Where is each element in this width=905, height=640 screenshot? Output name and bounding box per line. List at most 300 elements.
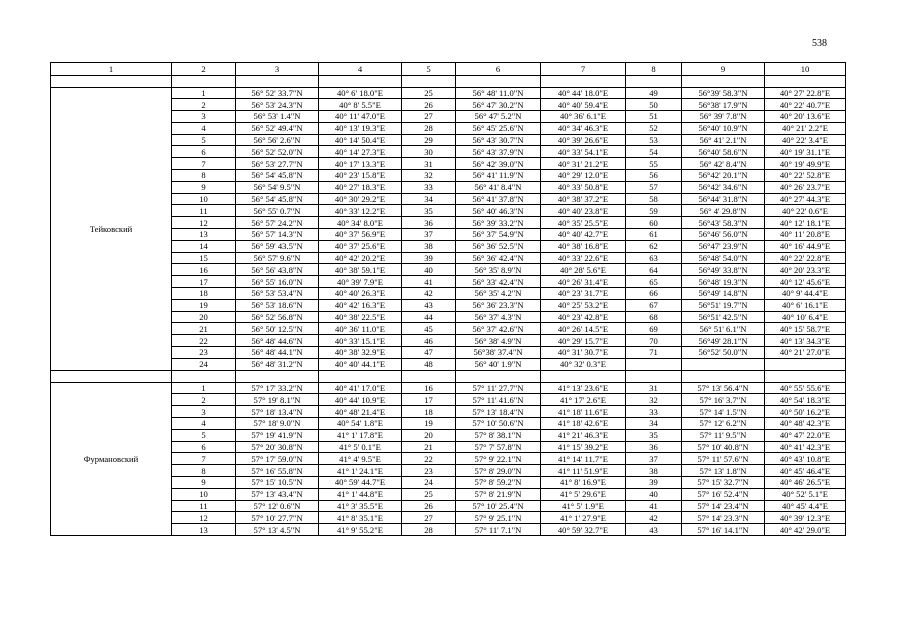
- coordinate-cell: 40° 12' 18.1"E: [765, 217, 846, 229]
- coordinate-cell: 40° 46' 26.5"E: [765, 477, 846, 489]
- coordinate-cell: 11: [172, 205, 236, 217]
- coordinate-cell: 19: [402, 418, 456, 430]
- coordinate-cell: 40° 55' 55.6"E: [765, 382, 846, 394]
- coordinate-cell: 57° 13' 43.4"N: [236, 488, 319, 500]
- coordinate-cell: 40° 22' 40.7"E: [765, 99, 846, 111]
- coordinate-cell: 56° 54' 45.8"N: [236, 193, 319, 205]
- coordinate-cell: 40° 30' 29.2"E: [319, 193, 402, 205]
- coordinate-cell: 34: [626, 418, 682, 430]
- coordinate-cell: 40° 21' 27.0"E: [765, 347, 846, 359]
- column-header: 4: [319, 63, 402, 76]
- coordinate-cell: 40° 48' 42.3"E: [765, 418, 846, 430]
- empty-cell: [682, 75, 765, 87]
- coordinate-cell: 56°47' 23.9"N: [682, 240, 765, 252]
- coordinate-cell: 41° 5' 0.1"E: [319, 441, 402, 453]
- coordinate-cell: 40° 42' 29.0"E: [765, 524, 846, 536]
- coordinate-cell: 40° 50' 16.2"E: [765, 406, 846, 418]
- coordinate-cell: 40° 44' 10.9"E: [319, 394, 402, 406]
- coordinate-cell: 57° 17' 59.0"N: [236, 453, 319, 465]
- table-row: [51, 87, 846, 99]
- coordinate-cell: 40° 14' 27.3"E: [319, 146, 402, 158]
- coordinate-cell: 40° 59' 44.7"E: [319, 477, 402, 489]
- coordinate-cell: 7: [172, 158, 236, 170]
- coordinate-cell: 2: [172, 394, 236, 406]
- coordinate-cell: 17: [172, 276, 236, 288]
- coordinate-cell: 32: [402, 170, 456, 182]
- coordinate-cell: 56° 36' 52.5"N: [456, 240, 541, 252]
- coordinate-cell: 40° 12' 45.6"E: [765, 276, 846, 288]
- coordinate-cell: 1: [172, 87, 236, 99]
- coordinate-cell: 23: [402, 465, 456, 477]
- coordinate-cell: 41° 1' 17.8"E: [319, 429, 402, 441]
- coordinate-cell: 50: [626, 99, 682, 111]
- coordinate-cell: 40° 31' 30.7"E: [541, 347, 626, 359]
- coordinate-cell: 19: [172, 299, 236, 311]
- coordinates-table: [50, 62, 846, 536]
- coordinate-cell: 40° 14' 50.4"E: [319, 134, 402, 146]
- coordinate-cell: 56° 4' 29.8"N: [682, 205, 765, 217]
- coordinate-cell: 41° 18' 11.6"E: [541, 406, 626, 418]
- coordinate-cell: 56°38' 17.9"N: [682, 99, 765, 111]
- district-name: Фурмановский: [51, 382, 172, 535]
- coordinate-cell: 71: [626, 347, 682, 359]
- coordinate-cell: 10: [172, 488, 236, 500]
- coordinate-cell: 41° 18' 42.6"E: [541, 418, 626, 430]
- coordinate-cell: 40° 54' 1.8"E: [319, 418, 402, 430]
- coordinate-cell: 57° 11' 9.5"N: [682, 429, 765, 441]
- coordinate-cell: 40° 29' 12.0"E: [541, 170, 626, 182]
- coordinate-cell: 62: [626, 240, 682, 252]
- coordinate-cell: 41° 8' 35.1"E: [319, 512, 402, 524]
- coordinate-cell: 40° 6' 18.0"E: [319, 87, 402, 99]
- coordinate-cell: 8: [172, 170, 236, 182]
- column-header: 5: [402, 63, 456, 76]
- coordinate-cell: 67: [626, 299, 682, 311]
- coordinate-cell: 17: [402, 394, 456, 406]
- coordinate-cell: 12: [172, 217, 236, 229]
- coordinate-cell: 40° 32' 0.3"E: [541, 358, 626, 370]
- coordinate-cell: 36: [626, 441, 682, 453]
- coordinate-cell: 56°52' 50.0"N: [682, 347, 765, 359]
- column-header-row: [51, 63, 846, 76]
- coordinate-cell: 57° 14' 23.4"N: [682, 500, 765, 512]
- coordinate-cell: 30: [402, 146, 456, 158]
- coordinate-cell: 36: [402, 217, 456, 229]
- coordinate-cell: 39: [402, 252, 456, 264]
- coordinate-cell: 40° 59' 32.7"E: [541, 524, 626, 536]
- coordinate-cell: 56° 37' 42.6"N: [456, 323, 541, 335]
- coordinate-cell: 56°46' 56.0"N: [682, 229, 765, 241]
- coordinate-cell: 40° 33' 15.1"E: [319, 335, 402, 347]
- coordinate-cell: 56° 37' 4.3"N: [456, 311, 541, 323]
- coordinate-cell: 47: [402, 347, 456, 359]
- coordinate-cell: 40° 38' 16.8"E: [541, 240, 626, 252]
- coordinate-cell: 56°44' 31.8"N: [682, 193, 765, 205]
- coordinate-cell: 40° 26' 31.4"E: [541, 276, 626, 288]
- empty-cell: [236, 370, 319, 382]
- coordinate-cell: 40° 34' 8.0"E: [319, 217, 402, 229]
- coordinate-cell: 11: [172, 500, 236, 512]
- coordinate-cell: 40° 35' 25.5"E: [541, 217, 626, 229]
- coordinate-cell: 37: [402, 229, 456, 241]
- coordinate-cell: 57° 8' 29.0"N: [456, 465, 541, 477]
- coordinate-cell: 56° 43' 30.7"N: [456, 134, 541, 146]
- coordinate-cell: 49: [626, 87, 682, 99]
- coordinate-cell: 40° 36' 6.1"E: [541, 111, 626, 123]
- coordinate-cell: 2: [172, 99, 236, 111]
- coordinate-cell: 40° 22' 3.4"E: [765, 134, 846, 146]
- coordinate-cell: 56° 41' 11.9"N: [456, 170, 541, 182]
- coordinate-cell: 56° 39' 7.8"N: [682, 111, 765, 123]
- empty-cell: [682, 370, 765, 382]
- coordinate-cell: 40° 9' 44.4"E: [765, 288, 846, 300]
- coordinate-cell: 57° 8' 59.2"N: [456, 477, 541, 489]
- coordinate-cell: 22: [172, 335, 236, 347]
- column-header: 6: [456, 63, 541, 76]
- coordinate-cell: [626, 358, 682, 370]
- coordinate-cell: 28: [402, 122, 456, 134]
- empty-cell: [765, 370, 846, 382]
- coordinate-cell: 57° 11' 27.7"N: [456, 382, 541, 394]
- coordinate-cell: 57° 13' 4.5"N: [236, 524, 319, 536]
- coordinate-cell: 56° 52' 56.8"N: [236, 311, 319, 323]
- coordinate-cell: 40° 41' 42.3"E: [765, 441, 846, 453]
- coordinate-cell: 40° 33' 22.6"E: [541, 252, 626, 264]
- coordinate-cell: 24: [402, 477, 456, 489]
- coordinate-cell: 40° 28' 5.6"E: [541, 264, 626, 276]
- coordinate-cell: 40° 27' 18.3"E: [319, 181, 402, 193]
- empty-cell: [402, 370, 456, 382]
- coordinate-cell: 56° 56' 43.8"N: [236, 264, 319, 276]
- coordinate-cell: 40° 23' 15.8"E: [319, 170, 402, 182]
- coordinate-cell: 56° 52' 49.4"N: [236, 122, 319, 134]
- empty-cell: [51, 75, 172, 87]
- coordinate-cell: 43: [402, 299, 456, 311]
- coordinate-cell: 56° 41' 37.8"N: [456, 193, 541, 205]
- coordinate-cell: 56° 47' 5.2"N: [456, 111, 541, 123]
- coordinate-cell: 57° 19' 8.1"N: [236, 394, 319, 406]
- coordinate-cell: 9: [172, 181, 236, 193]
- coordinate-cell: 27: [402, 111, 456, 123]
- coordinate-cell: 57° 17' 33.2"N: [236, 382, 319, 394]
- coordinate-cell: 56° 36' 23.3"N: [456, 299, 541, 311]
- coordinate-cell: 40° 39' 12.3"E: [765, 512, 846, 524]
- coordinate-cell: 40° 33' 50.8"E: [541, 181, 626, 193]
- coordinate-cell: 25: [402, 87, 456, 99]
- coordinate-cell: 57° 10' 40.8"N: [682, 441, 765, 453]
- coordinate-cell: 16: [402, 382, 456, 394]
- coordinate-cell: 56°49' 28.1"N: [682, 335, 765, 347]
- coordinate-cell: 40° 40' 59.4"E: [541, 99, 626, 111]
- coordinate-cell: 40° 27' 44.3"E: [765, 193, 846, 205]
- coordinate-cell: 40° 26' 23.7"E: [765, 181, 846, 193]
- coordinate-cell: 38: [626, 465, 682, 477]
- coordinate-cell: 57° 16' 55.8"N: [236, 465, 319, 477]
- empty-cell: [319, 75, 402, 87]
- empty-cell: [319, 370, 402, 382]
- coordinate-cell: 56° 57' 14.3"N: [236, 229, 319, 241]
- coordinate-cell: 26: [402, 500, 456, 512]
- coordinate-cell: 41° 4' 9.5"E: [319, 453, 402, 465]
- coordinate-cell: 57° 12' 6.2"N: [682, 418, 765, 430]
- empty-cell: [456, 75, 541, 87]
- coordinate-cell: 20: [402, 429, 456, 441]
- coordinate-cell: 40° 38' 37.2"E: [541, 193, 626, 205]
- coordinate-cell: 57° 8' 38.1"N: [456, 429, 541, 441]
- coordinate-cell: 40° 17' 13.3"E: [319, 158, 402, 170]
- coordinate-cell: 45: [402, 323, 456, 335]
- coordinate-cell: 56° 42' 8.4"N: [682, 158, 765, 170]
- coordinate-cell: 4: [172, 418, 236, 430]
- coordinate-cell: 57° 18' 13.4"N: [236, 406, 319, 418]
- coordinate-cell: 41: [626, 500, 682, 512]
- coordinate-cell: 57: [626, 181, 682, 193]
- coordinate-cell: 6: [172, 441, 236, 453]
- coordinate-cell: 46: [402, 335, 456, 347]
- coordinate-cell: 31: [626, 382, 682, 394]
- coordinate-cell: 57° 10' 27.7"N: [236, 512, 319, 524]
- coordinate-cell: 29: [402, 134, 456, 146]
- coordinate-cell: 57° 14' 1.5"N: [682, 406, 765, 418]
- coordinate-cell: 22: [402, 453, 456, 465]
- coordinate-cell: 40° 38' 59.1"E: [319, 264, 402, 276]
- coordinate-cell: 53: [626, 134, 682, 146]
- column-header: 3: [236, 63, 319, 76]
- coordinate-cell: 40° 26' 14.5"E: [541, 323, 626, 335]
- coordinate-cell: 40° 16' 44.9"E: [765, 240, 846, 252]
- coordinate-cell: 40: [626, 488, 682, 500]
- coordinate-cell: 40° 25' 53.2"E: [541, 299, 626, 311]
- coordinate-cell: 57° 13' 18.4"N: [456, 406, 541, 418]
- coordinate-cell: 40° 23' 31.7"E: [541, 288, 626, 300]
- coordinate-cell: 5: [172, 134, 236, 146]
- spacer-row: [51, 75, 846, 87]
- coordinate-cell: 40° 40' 44.1"E: [319, 358, 402, 370]
- coordinate-cell: 28: [402, 524, 456, 536]
- empty-cell: [541, 75, 626, 87]
- coordinate-cell: 40° 48' 21.4"E: [319, 406, 402, 418]
- coordinate-cell: 57° 12' 0.6"N: [236, 500, 319, 512]
- coordinate-cell: 56° 38' 4.9"N: [456, 335, 541, 347]
- coordinate-cell: 40° 36' 11.0"E: [319, 323, 402, 335]
- coordinate-cell: 35: [402, 205, 456, 217]
- column-header: 8: [626, 63, 682, 76]
- coordinate-cell: 56°42' 20.1"N: [682, 170, 765, 182]
- empty-cell: [172, 370, 236, 382]
- column-header: 1: [51, 63, 172, 76]
- coordinate-cell: 40° 38' 22.5"E: [319, 311, 402, 323]
- coordinate-cell: 68: [626, 311, 682, 323]
- coordinate-cell: 56°48' 54.0"N: [682, 252, 765, 264]
- coordinate-cell: 56° 35' 4.2"N: [456, 288, 541, 300]
- empty-cell: [172, 75, 236, 87]
- coordinate-cell: 56° 39' 33.2"N: [456, 217, 541, 229]
- coordinate-cell: 69: [626, 323, 682, 335]
- coordinate-cell: 56°48' 19.3"N: [682, 276, 765, 288]
- coordinate-cell: 24: [172, 358, 236, 370]
- coordinate-cell: 13: [172, 524, 236, 536]
- coordinate-cell: 56°40' 10.9"N: [682, 122, 765, 134]
- coordinate-cell: 40° 22' 22.8"E: [765, 252, 846, 264]
- coordinate-cell: 56° 33' 42.4"N: [456, 276, 541, 288]
- coordinate-cell: 41° 1' 27.9"E: [541, 512, 626, 524]
- coordinate-cell: 57° 20' 30.8"N: [236, 441, 319, 453]
- page-number: 538: [812, 38, 827, 49]
- coordinate-cell: 40° 22' 0.6"E: [765, 205, 846, 217]
- coordinate-cell: 40° 13' 34.3"E: [765, 335, 846, 347]
- coordinate-cell: 56° 59' 43.5"N: [236, 240, 319, 252]
- coordinate-cell: 26: [402, 99, 456, 111]
- coordinate-cell: 40° 54' 18.3"E: [765, 394, 846, 406]
- coordinate-cell: 14: [172, 240, 236, 252]
- coordinate-cell: 40° 47' 22.0"E: [765, 429, 846, 441]
- empty-cell: [456, 370, 541, 382]
- coordinate-cell: 13: [172, 229, 236, 241]
- coordinate-cell: 56° 52' 52.0"N: [236, 146, 319, 158]
- coordinate-cell: 40° 11' 47.0"E: [319, 111, 402, 123]
- coordinate-cell: 56° 45' 25.6"N: [456, 122, 541, 134]
- coordinate-cell: 56° 57' 9.6"N: [236, 252, 319, 264]
- coordinate-cell: 33: [626, 406, 682, 418]
- coordinate-cell: 57° 11' 57.6"N: [682, 453, 765, 465]
- empty-cell: [51, 370, 172, 382]
- coordinate-cell: 41° 15' 39.2"E: [541, 441, 626, 453]
- coordinate-cell: 56° 55' 0.7"N: [236, 205, 319, 217]
- coordinate-cell: 56° 40' 46.3"N: [456, 205, 541, 217]
- coordinate-cell: 56°42' 34.6"N: [682, 181, 765, 193]
- coordinate-cell: 41° 3' 35.5"E: [319, 500, 402, 512]
- coordinate-cell: 57° 18' 9.0"N: [236, 418, 319, 430]
- coordinate-cell: 32: [626, 394, 682, 406]
- coordinate-cell: 52: [626, 122, 682, 134]
- coordinate-cell: 57° 11' 7.1"N: [456, 524, 541, 536]
- coordinate-cell: 56° 48' 44.6"N: [236, 335, 319, 347]
- coordinate-cell: 56° 41' 8.4"N: [456, 181, 541, 193]
- coordinate-cell: 40° 41' 17.0"E: [319, 382, 402, 394]
- coordinate-cell: 40° 13' 19.3"E: [319, 122, 402, 134]
- column-header: 10: [765, 63, 846, 76]
- coordinate-cell: 1: [172, 382, 236, 394]
- coordinate-cell: 57° 9' 22.1"N: [456, 453, 541, 465]
- coordinate-cell: 40° 22' 52.8"E: [765, 170, 846, 182]
- coordinate-cell: 56° 41' 2.1"N: [682, 134, 765, 146]
- spacer-row: [51, 370, 846, 382]
- coordinate-cell: 40° 40' 42.7"E: [541, 229, 626, 241]
- coordinate-cell: 56° 53' 27.7"N: [236, 158, 319, 170]
- coordinate-cell: [765, 358, 846, 370]
- coordinate-cell: 64: [626, 264, 682, 276]
- coordinate-cell: 40° 19' 49.9"E: [765, 158, 846, 170]
- coordinate-cell: 4: [172, 122, 236, 134]
- coordinate-cell: 40° 19' 31.1"E: [765, 146, 846, 158]
- coordinate-cell: 37: [626, 453, 682, 465]
- coordinate-cell: 56°51' 19.7"N: [682, 299, 765, 311]
- coordinate-cell: 31: [402, 158, 456, 170]
- coordinate-cell: 65: [626, 276, 682, 288]
- coordinate-cell: 56° 53' 53.4"N: [236, 288, 319, 300]
- coordinate-cell: 56° 54' 9.5"N: [236, 181, 319, 193]
- coordinate-cell: 56° 52' 33.7"N: [236, 87, 319, 99]
- coordinate-cell: 56° 43' 37.9"N: [456, 146, 541, 158]
- coordinate-cell: 57° 9' 25.1"N: [456, 512, 541, 524]
- coordinate-cell: 57° 7' 57.8"N: [456, 441, 541, 453]
- district-name: Тейковский: [51, 87, 172, 370]
- coordinate-cell: 48: [402, 358, 456, 370]
- coordinate-cell: 56° 53' 1.4"N: [236, 111, 319, 123]
- coordinate-cell: 33: [402, 181, 456, 193]
- coordinate-cell: 57° 14' 23.3"N: [682, 512, 765, 524]
- coordinate-cell: 15: [172, 252, 236, 264]
- coordinate-cell: 23: [172, 347, 236, 359]
- coordinate-cell: 41° 14' 11.7"E: [541, 453, 626, 465]
- coordinate-cell: 3: [172, 406, 236, 418]
- coordinate-cell: 41° 1' 24.1"E: [319, 465, 402, 477]
- coordinate-cell: 56° 53' 18.6"N: [236, 299, 319, 311]
- coordinate-cell: 56° 53' 24.3"N: [236, 99, 319, 111]
- coordinate-cell: 40° 10' 6.4"E: [765, 311, 846, 323]
- coordinate-cell: 57° 13' 56.4"N: [682, 382, 765, 394]
- coordinate-cell: 55: [626, 158, 682, 170]
- coordinate-cell: [682, 358, 765, 370]
- coordinate-cell: 56° 56' 2.6"N: [236, 134, 319, 146]
- coordinate-cell: 56° 55' 16.0"N: [236, 276, 319, 288]
- coordinate-cell: 40° 31' 21.2"E: [541, 158, 626, 170]
- coordinate-cell: 56°49' 33.8"N: [682, 264, 765, 276]
- coordinate-cell: 40° 21' 2.2"E: [765, 122, 846, 134]
- coordinate-cell: 40° 37' 56.9"E: [319, 229, 402, 241]
- coordinate-cell: 56° 42' 39.0"N: [456, 158, 541, 170]
- coordinate-cell: 66: [626, 288, 682, 300]
- coordinate-cell: 40° 42' 16.3"E: [319, 299, 402, 311]
- column-header: 2: [172, 63, 236, 76]
- coordinate-cell: 18: [402, 406, 456, 418]
- coordinate-cell: 42: [402, 288, 456, 300]
- coordinate-cell: 57° 13' 1.8"N: [682, 465, 765, 477]
- coordinate-cell: 57° 11' 41.6"N: [456, 394, 541, 406]
- coordinate-cell: 40° 33' 12.2"E: [319, 205, 402, 217]
- coordinate-cell: 40° 45' 4.4"E: [765, 500, 846, 512]
- coordinate-cell: 40° 11' 20.8"E: [765, 229, 846, 241]
- coordinate-cell: 40° 29' 15.7"E: [541, 335, 626, 347]
- coordinate-cell: 56°51' 42.5"N: [682, 311, 765, 323]
- coordinate-cell: 40° 27' 22.8"E: [765, 87, 846, 99]
- coordinate-cell: 35: [626, 429, 682, 441]
- coordinate-cell: 41° 17' 2.6"E: [541, 394, 626, 406]
- coordinate-cell: 20: [172, 311, 236, 323]
- coordinate-cell: 41° 21' 46.3"E: [541, 429, 626, 441]
- coordinate-cell: 57° 16' 14.1"N: [682, 524, 765, 536]
- column-header: 9: [682, 63, 765, 76]
- coordinate-cell: 40° 37' 25.6"E: [319, 240, 402, 252]
- coordinate-cell: 9: [172, 477, 236, 489]
- coordinate-cell: 27: [402, 512, 456, 524]
- column-header: 7: [541, 63, 626, 76]
- coordinate-cell: 42: [626, 512, 682, 524]
- coordinate-cell: 56°39' 58.3"N: [682, 87, 765, 99]
- coordinate-cell: 40° 40' 26.3"E: [319, 288, 402, 300]
- coordinate-cell: 41° 9' 55.2"E: [319, 524, 402, 536]
- coordinate-cell: 40° 39' 26.6"E: [541, 134, 626, 146]
- coordinate-cell: 40° 42' 20.2"E: [319, 252, 402, 264]
- coordinate-cell: 40° 6' 16.1"E: [765, 299, 846, 311]
- coordinate-cell: 56° 48' 11.0"N: [456, 87, 541, 99]
- coordinate-cell: 6: [172, 146, 236, 158]
- coordinate-cell: 40° 44' 18.0"E: [541, 87, 626, 99]
- coordinate-cell: 7: [172, 453, 236, 465]
- coordinate-cell: 38: [402, 240, 456, 252]
- coordinate-cell: 40° 38' 32.9"E: [319, 347, 402, 359]
- coordinate-cell: 56°38' 37.4"N: [456, 347, 541, 359]
